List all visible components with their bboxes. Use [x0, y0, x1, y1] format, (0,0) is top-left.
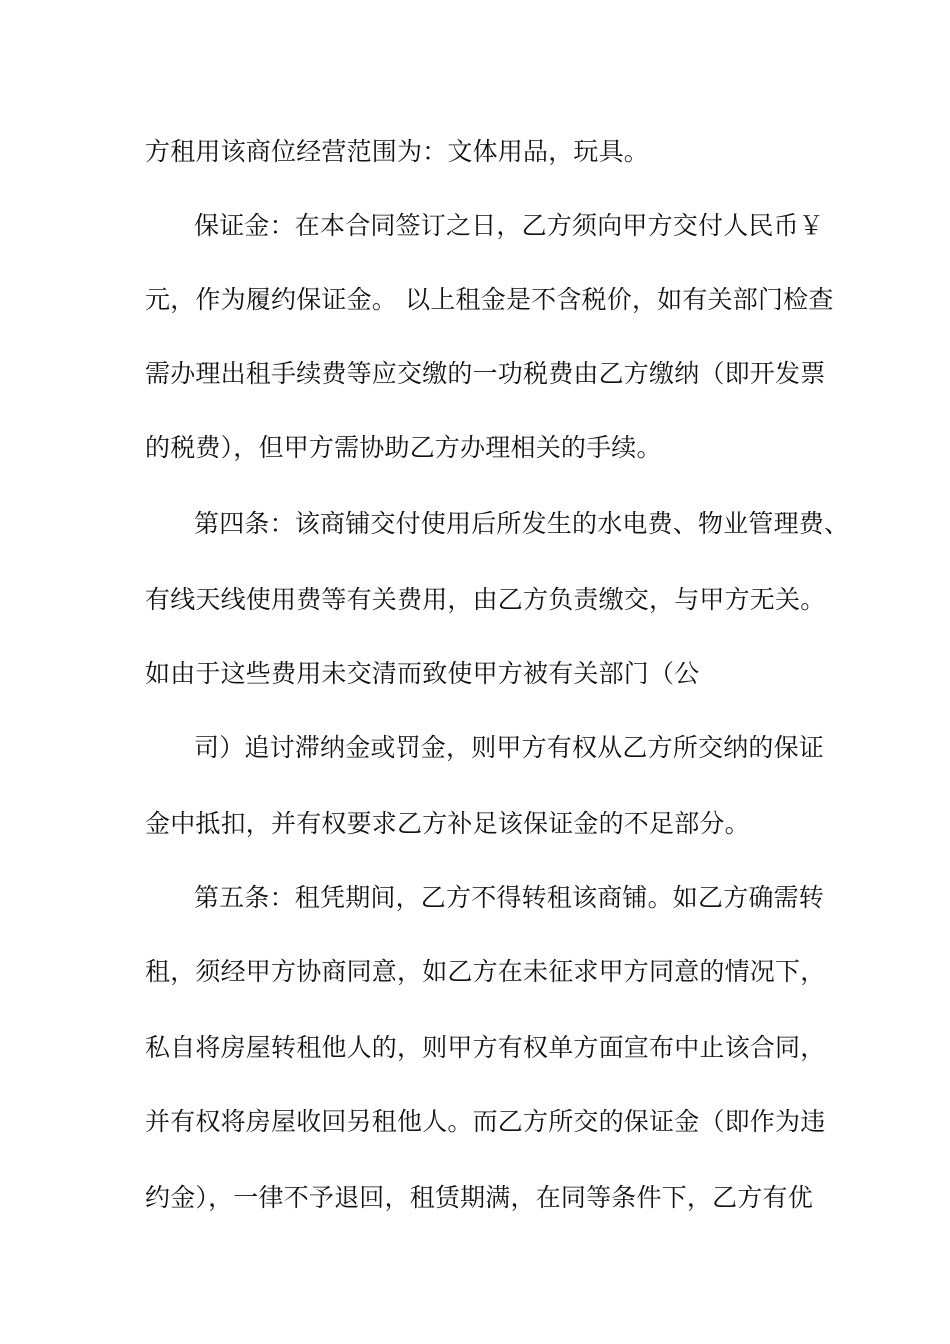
text-line-6: 第四条：该商铺交付使用后所发生的水电费、物业管理费、 [194, 509, 850, 538]
text-line-11: 第五条：租凭期间，乙方不得转租该商铺。如乙方确需转 [194, 883, 825, 912]
text-line-1: 方租用该商位经营范围为：文体用品，玩具。 [145, 137, 650, 166]
text-line-12: 租，须经甲方协商同意，如乙方在未征求甲方同意的情况下， [145, 957, 826, 986]
text-line-10: 金中抵扣，并有权要求乙方补足该保证金的不足部分。 [145, 809, 750, 838]
text-line-13: 私自将房屋转租他人的，则甲方有权单方面宣布中止该合同， [145, 1033, 826, 1062]
text-line-3: 元，作为履约保证金。 以上租金是不含税价，如有关部门检查 [145, 285, 834, 314]
text-line-9: 司）追讨滞纳金或罚金，则甲方有权从乙方所交纳的保证 [194, 733, 825, 762]
text-line-8: 如由于这些费用未交清而致使甲方被有关部门（公 [145, 659, 700, 688]
text-line-7: 有线天线使用费等有关费用，由乙方负责缴交，与甲方无关。 [145, 585, 826, 614]
text-line-2: 保证金：在本合同签订之日，乙方须向甲方交付人民币￥ [194, 211, 825, 240]
text-line-14: 并有权将房屋收回另租他人。而乙方所交的保证金（即作为违 [145, 1107, 826, 1136]
text-line-15: 约金），一律不予退回，租赁期满，在同等条件下，乙方有优 [145, 1183, 813, 1212]
text-line-4: 需办理出租手续费等应交缴的一功税费由乙方缴纳（即开发票 [145, 359, 826, 388]
text-line-5: 的税费），但甲方需协助乙方办理相关的手续。 [145, 433, 662, 462]
